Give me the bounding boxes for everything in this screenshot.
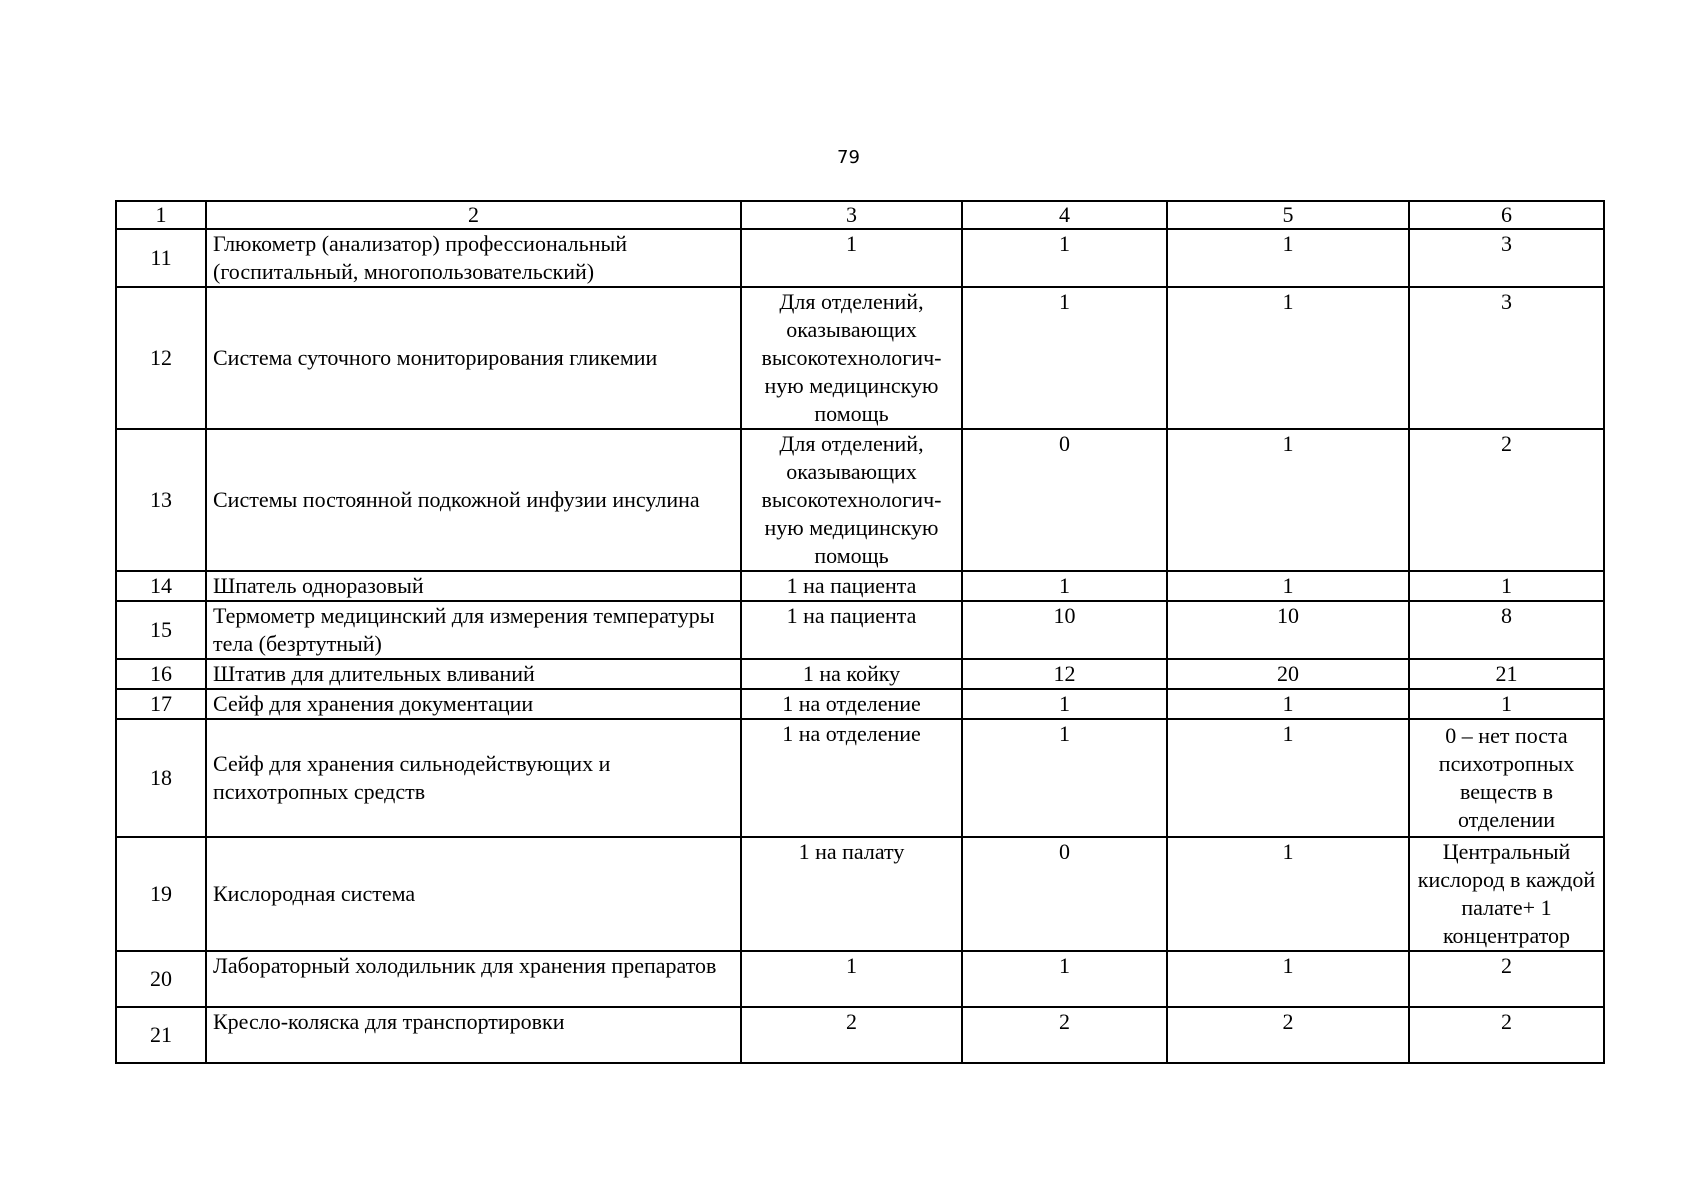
cell-col4: 12 bbox=[962, 659, 1167, 689]
cell-col5: 1 bbox=[1167, 429, 1409, 571]
cell-col6: 2 bbox=[1409, 951, 1604, 1007]
table-row bbox=[116, 659, 1604, 689]
cell-col4: 1 bbox=[962, 287, 1167, 429]
cell-col3: 1 на отделение bbox=[741, 719, 962, 837]
header-cell: 2 bbox=[206, 201, 741, 229]
cell-col3: Для отделений, оказывающих высокотехнологич-ную медицинскую помощь bbox=[741, 287, 962, 429]
header-cell: 1 bbox=[116, 201, 206, 229]
row-number: 14 bbox=[116, 571, 206, 601]
row-number: 20 bbox=[116, 951, 206, 1007]
cell-col4: 1 bbox=[962, 229, 1167, 287]
item-name: Системы постоянной подкожной инфузии инсулина bbox=[206, 429, 741, 571]
cell-col4: 2 bbox=[962, 1007, 1167, 1063]
cell-col3: 1 на отделение bbox=[741, 689, 962, 719]
cell-col5: 20 bbox=[1167, 659, 1409, 689]
table-row bbox=[116, 951, 1604, 1007]
cell-col6: 0 – нет поста психотропных веществ в отделении bbox=[1409, 719, 1604, 837]
header-cell: 5 bbox=[1167, 201, 1409, 229]
cell-col6: 2 bbox=[1409, 429, 1604, 571]
row-number: 11 bbox=[116, 229, 206, 287]
item-name: Кислородная система bbox=[206, 837, 741, 951]
page-number: 79 bbox=[837, 147, 860, 168]
item-name: Шпатель одноразовый bbox=[206, 571, 741, 601]
cell-col3: 2 bbox=[741, 1007, 962, 1063]
cell-col6: 3 bbox=[1409, 287, 1604, 429]
row-number: 16 bbox=[116, 659, 206, 689]
cell-col3: Для отделений, оказывающих высокотехнологич-ную медицинскую помощь bbox=[741, 429, 962, 571]
row-number: 12 bbox=[116, 287, 206, 429]
cell-col6: 2 bbox=[1409, 1007, 1604, 1063]
cell-col4: 1 bbox=[962, 719, 1167, 837]
row-number: 18 bbox=[116, 719, 206, 837]
header-cell: 3 bbox=[741, 201, 962, 229]
row-number: 13 bbox=[116, 429, 206, 571]
cell-col5: 1 bbox=[1167, 719, 1409, 837]
table-row bbox=[116, 719, 1604, 837]
cell-col3: 1 bbox=[741, 229, 962, 287]
cell-col4: 0 bbox=[962, 837, 1167, 951]
row-number: 15 bbox=[116, 601, 206, 659]
table-row bbox=[116, 689, 1604, 719]
cell-col4: 1 bbox=[962, 951, 1167, 1007]
table-row bbox=[116, 601, 1604, 659]
cell-col6: 1 bbox=[1409, 689, 1604, 719]
cell-col5: 1 bbox=[1167, 951, 1409, 1007]
item-name: Кресло-коляска для транспортировки bbox=[206, 1007, 741, 1063]
cell-col6: 1 bbox=[1409, 571, 1604, 601]
cell-col6: 3 bbox=[1409, 229, 1604, 287]
cell-col5: 1 bbox=[1167, 837, 1409, 951]
table-row bbox=[116, 287, 1604, 429]
table-row bbox=[116, 429, 1604, 571]
cell-col5: 2 bbox=[1167, 1007, 1409, 1063]
cell-col4: 10 bbox=[962, 601, 1167, 659]
item-name: Сейф для хранения сильнодействующих и психотропных средств bbox=[206, 719, 741, 837]
cell-col3: 1 bbox=[741, 951, 962, 1007]
cell-col5: 1 bbox=[1167, 287, 1409, 429]
table-row bbox=[116, 1007, 1604, 1063]
header-cell: 6 bbox=[1409, 201, 1604, 229]
cell-col4: 1 bbox=[962, 571, 1167, 601]
cell-col4: 0 bbox=[962, 429, 1167, 571]
cell-col3: 1 на койку bbox=[741, 659, 962, 689]
cell-col3: 1 на пациента bbox=[741, 571, 962, 601]
table-row bbox=[116, 229, 1604, 287]
cell-col5: 1 bbox=[1167, 229, 1409, 287]
item-name: Система суточного мониторирования гликемии bbox=[206, 287, 741, 429]
table-row bbox=[116, 571, 1604, 601]
row-number: 21 bbox=[116, 1007, 206, 1063]
cell-col3: 1 на палату bbox=[741, 837, 962, 951]
item-name: Лабораторный холодильник для хранения препаратов bbox=[206, 951, 741, 1007]
cell-col5: 10 bbox=[1167, 601, 1409, 659]
equipment-table bbox=[115, 200, 1605, 1064]
cell-col6: 21 bbox=[1409, 659, 1604, 689]
item-name: Глюкометр (анализатор) профессиональный (госпитальный, многопользовательский) bbox=[206, 229, 741, 287]
item-name: Сейф для хранения документации bbox=[206, 689, 741, 719]
row-number: 17 bbox=[116, 689, 206, 719]
item-name: Термометр медицинский для измерения температуры тела (безртутный) bbox=[206, 601, 741, 659]
cell-col6: Центральный кислород в каждой палате+ 1 концентратор bbox=[1409, 837, 1604, 951]
table-row bbox=[116, 837, 1604, 951]
cell-col5: 1 bbox=[1167, 689, 1409, 719]
row-number: 19 bbox=[116, 837, 206, 951]
cell-col6: 8 bbox=[1409, 601, 1604, 659]
header-cell: 4 bbox=[962, 201, 1167, 229]
cell-col4: 1 bbox=[962, 689, 1167, 719]
table-header-row bbox=[116, 201, 1604, 229]
cell-col3: 1 на пациента bbox=[741, 601, 962, 659]
cell-col5: 1 bbox=[1167, 571, 1409, 601]
item-name: Штатив для длительных вливаний bbox=[206, 659, 741, 689]
